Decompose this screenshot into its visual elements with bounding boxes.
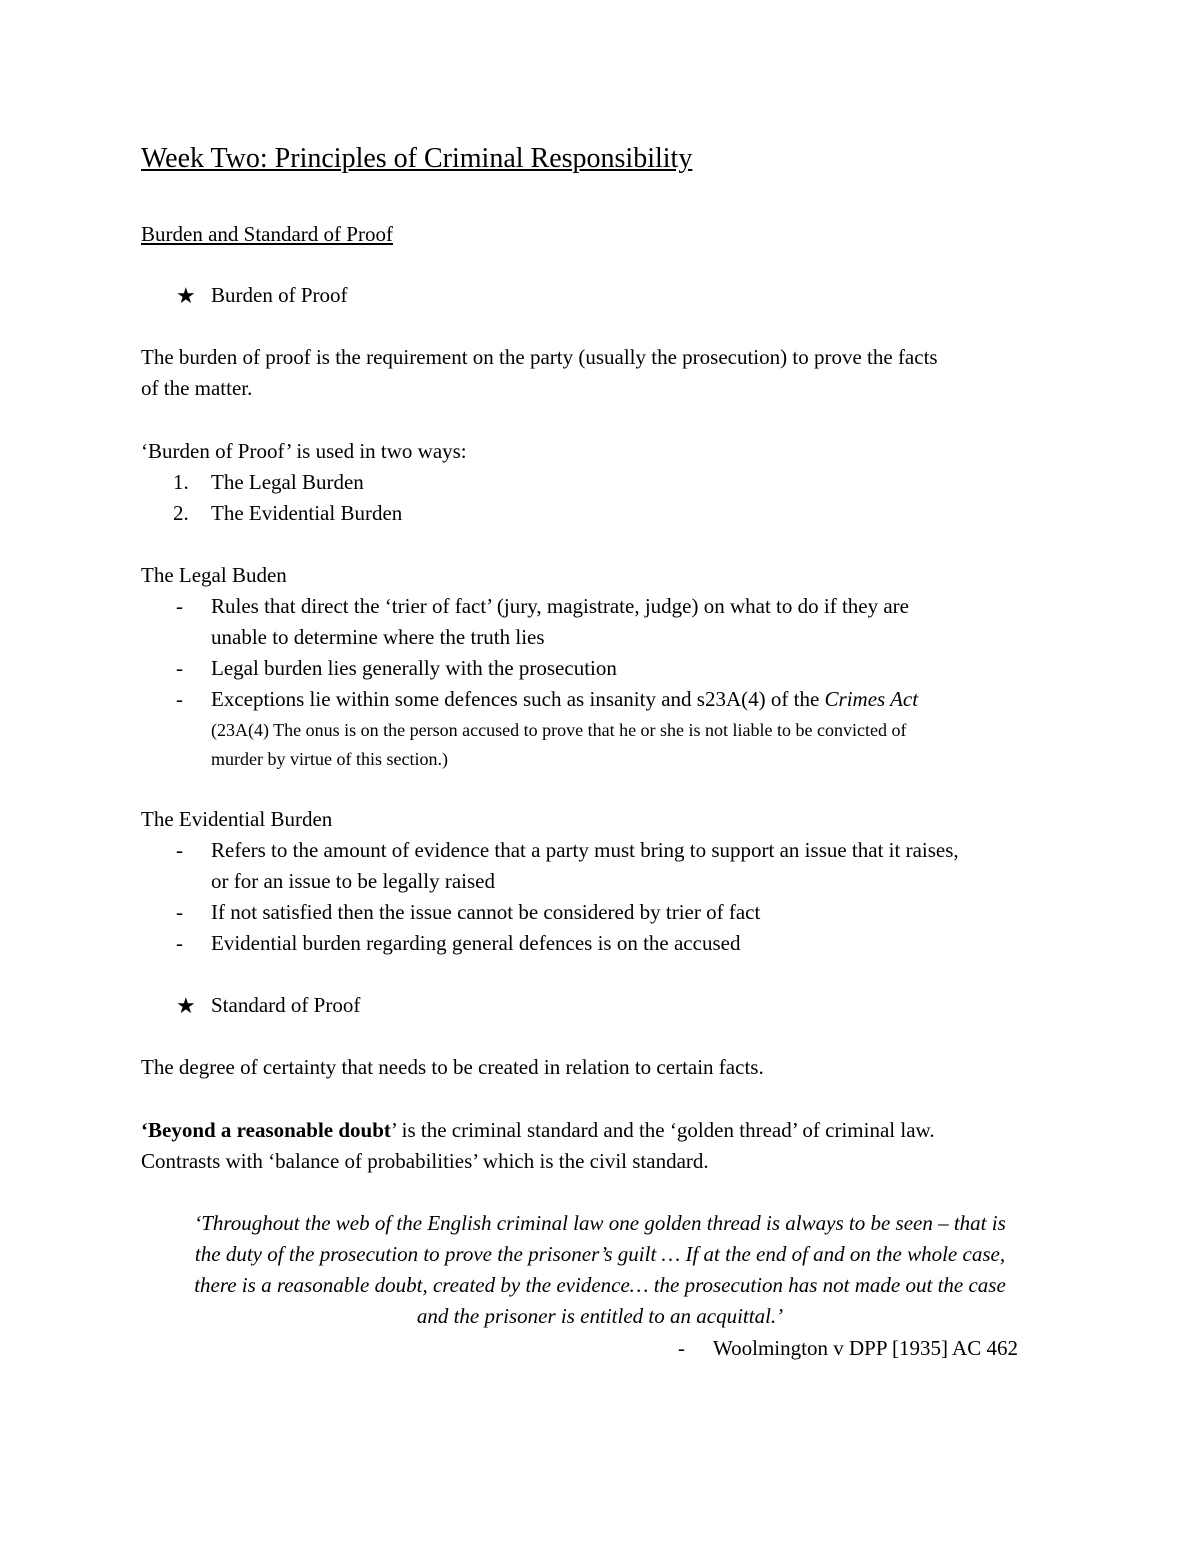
bullet-dash: -	[176, 900, 183, 924]
list-number: 2.	[173, 501, 189, 525]
star-icon: ★	[176, 283, 196, 308]
evidential-item-1-line-1: Refers to the amount of evidence that a party must bring to support an issue that it raises,	[211, 838, 959, 862]
bullet-dash: -	[176, 594, 183, 618]
burden-definition-line-2: of the matter.	[141, 376, 253, 400]
bullet-dash: -	[176, 931, 183, 955]
citation-dash: -	[678, 1336, 685, 1360]
burden-of-proof-heading: Burden of Proof	[211, 283, 348, 307]
list-number: 1.	[173, 470, 189, 494]
legal-item-3-line-1	[211, 684, 918, 715]
quote-line-2: the duty of the prosecution to prove the prisoner’s guilt … If at the end of and on the whole case,	[194, 1242, 1006, 1266]
legal-burden-heading: The Legal Buden	[141, 563, 287, 587]
quote-line-4: and the prisoner is entitled to an acquittal.’	[416, 1304, 784, 1328]
legal-item-1-line-1: Rules that direct the ‘trier of fact’ (jury, magistrate, judge) on what to do if they are	[211, 594, 909, 618]
legal-item-3-text: Exceptions lie within some defences such as insanity and s23A(4) of the	[211, 687, 825, 711]
quote-line-1: ‘Throughout the web of the English criminal law one golden thread is always to be seen – that is	[194, 1211, 1006, 1235]
legal-item-1-line-2: unable to determine where the truth lies	[211, 625, 545, 649]
standard-line-1-rest: ’ is the criminal standard and the ‘golden thread’ of criminal law.	[390, 1118, 935, 1142]
evidential-burden-heading: The Evidential Burden	[141, 807, 333, 831]
crimes-act-title: Crimes Act	[824, 687, 919, 711]
section-heading: Burden and Standard of Proof	[141, 222, 393, 246]
standard-line-1	[141, 1115, 935, 1146]
list-item: The Evidential Burden	[211, 501, 403, 525]
list-item: The Legal Burden	[211, 470, 364, 494]
evidential-item-2: If not satisfied then the issue cannot be considered by trier of fact	[211, 900, 761, 924]
page-title: Week Two: Principles of Criminal Responsibility	[141, 143, 693, 174]
legal-item-3-line-2: (23A(4) The onus is on the person accused to prove that he or she is not liable to be convicted of	[211, 720, 907, 740]
two-ways-intro: ‘Burden of Proof’ is used in two ways:	[141, 439, 467, 463]
standard-of-proof-heading: Standard of Proof	[211, 993, 361, 1017]
standard-line-2: Contrasts with ‘balance of probabilities’ which is the civil standard.	[141, 1149, 709, 1173]
evidential-item-3: Evidential burden regarding general defences is on the accused	[211, 931, 741, 955]
beyond-reasonable-doubt-term: ‘Beyond a reasonable doubt	[141, 1118, 391, 1142]
quote-citation: Woolmington v DPP [1935] AC 462	[713, 1336, 1018, 1360]
bullet-dash: -	[176, 838, 183, 862]
legal-item-3-line-3: murder by virtue of this section.)	[211, 749, 448, 769]
burden-definition-line-1: The burden of proof is the requirement on the party (usually the prosecution) to prove the facts	[141, 345, 938, 369]
bullet-dash: -	[176, 687, 183, 711]
standard-definition: The degree of certainty that needs to be created in relation to certain facts.	[141, 1055, 764, 1079]
evidential-item-1-line-2: or for an issue to be legally raised	[211, 869, 495, 893]
bullet-dash: -	[176, 656, 183, 680]
star-icon: ★	[176, 993, 196, 1018]
quote-line-3: there is a reasonable doubt, created by the evidence… the prosecution has not made out the case	[194, 1273, 1006, 1297]
legal-item-2: Legal burden lies generally with the prosecution	[211, 656, 617, 680]
